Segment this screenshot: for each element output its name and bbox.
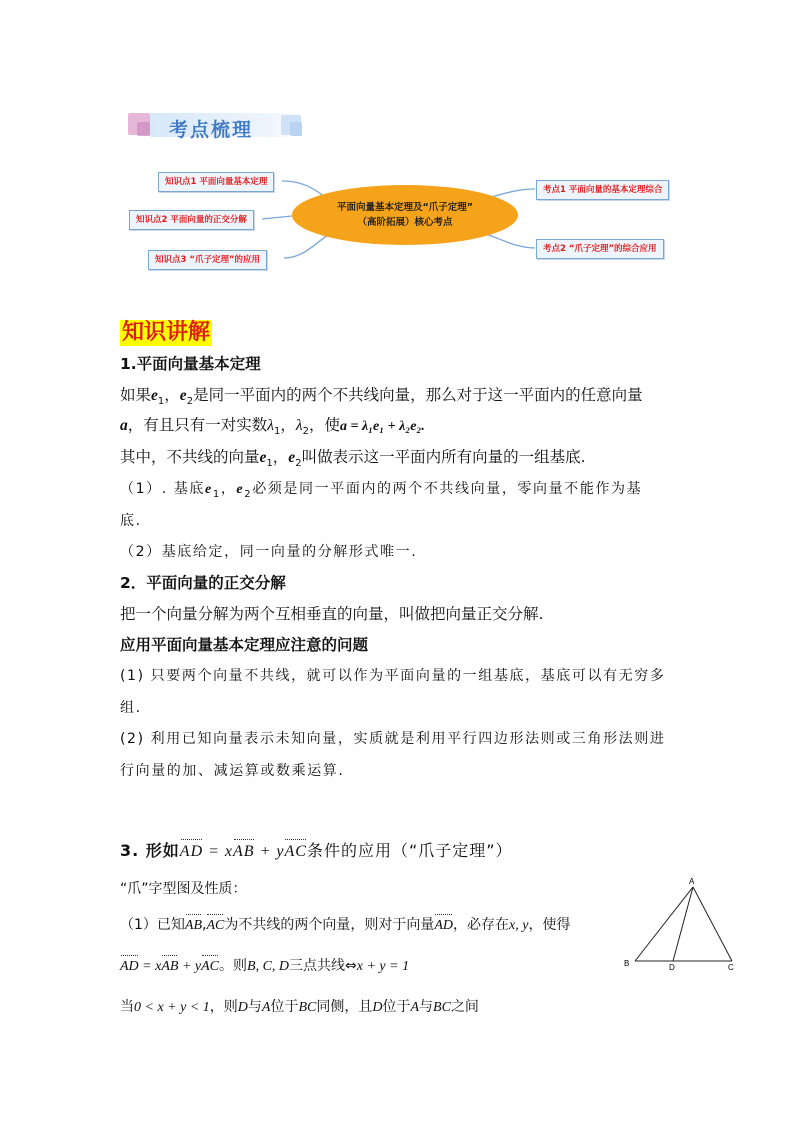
note-1-line2: 底. [120,513,142,529]
mindmap-center-line1: 平面向量基本定理及“爪子定理” [337,202,473,213]
heading-orthogonal: 2．平面向量的正交分解 [120,574,286,592]
note-q2-line1: (2) 利用已知向量表示未知向量，实质就是利用平行四边形法则或三角形法则进 [120,731,666,747]
heading-claw-theorem: 3. 形如AD = xAB + yAC条件的应用（“爪子定理”） [120,840,513,863]
mindmap-node-knowledge-2: 知识点2 平面向量的正交分解 [129,210,254,230]
mindmap-center [292,185,518,245]
section-title: 知识讲解 [122,320,211,345]
header-title: 考点梳理 [169,119,254,141]
mindmap-center-line2: （高阶拓展）核心考点 [357,217,453,228]
mindmap-node-exam-1: 考点1 平面向量的基本定理综合 [536,180,669,200]
paragraph-theorem-line2: a，有且只有一对实数$\lambda_1$，$\lambda_2$，使a = λ₁e₁ + λ₂e₂. [120,416,425,438]
heading-notes: 应用平面向量基本定理应注意的问题 [120,636,369,654]
mindmap-node-exam-2: 考点2 “爪子定理”的综合应用 [536,239,664,259]
mindmap-node-knowledge-1: 知识点1 平面向量基本定理 [158,172,274,192]
vertex-label-b: B [624,959,630,968]
vertex-label-d: D [669,963,675,972]
heading-basic-theorem: 1.平面向量基本定理 [120,355,261,373]
claw-triangle-figure [615,875,745,975]
claw-intro: “爪”字型图及性质： [120,881,247,897]
mindmap-connectors [0,0,794,300]
mindmap-node-knowledge-3: 知识点3 “爪子定理”的应用 [148,250,267,270]
note-2: （2）基底给定，同一向量的分解形式唯一. [120,544,418,560]
claw-property-line3: 当0 < x + y < 1，则D与A位于BC同侧，且D位于A与BC之间 [120,999,479,1015]
paragraph-basis: 其中，不共线的向量$e_1$，$e_2$叫做表示这一平面内所有向量的一组基底. [120,448,586,470]
claw-property-line2: AD = xAB + yAC。则B, C, D三点共线⇔x + y = 1 [120,956,409,977]
vertex-label-a: A [689,877,695,886]
note-q2-line2: 行向量的加、减运算或数乘运算. [120,763,345,779]
paragraph-theorem-line1: 如果$e_1$，$e_2$是同一平面内的两个不共线向量，那么对于这一平面内的任意向量 [120,386,643,408]
note-q1-line1: (1) 只要两个向量不共线，就可以作为平面向量的一组基底，基底可以有无穷多 [120,668,666,684]
note-1-line1: （1）. 基底$e_1$，$e_2$必须是同一平面内的两个不共线向量，零向量不能作为基 [120,481,643,500]
vertex-label-c: C [728,963,734,972]
equation-decomposition: a = λ₁e₁ + λ₂e₂. [339,419,425,434]
paragraph-orthogonal: 把一个向量分解为两个互相垂直的向量，叫做把向量正交分解. [120,605,544,623]
claw-property-line1: （1）已知AB,AC为不共线的两个向量，则对于向量AD，必存在x, y，使得 [120,915,570,936]
note-q1-line2: 组. [120,700,142,716]
